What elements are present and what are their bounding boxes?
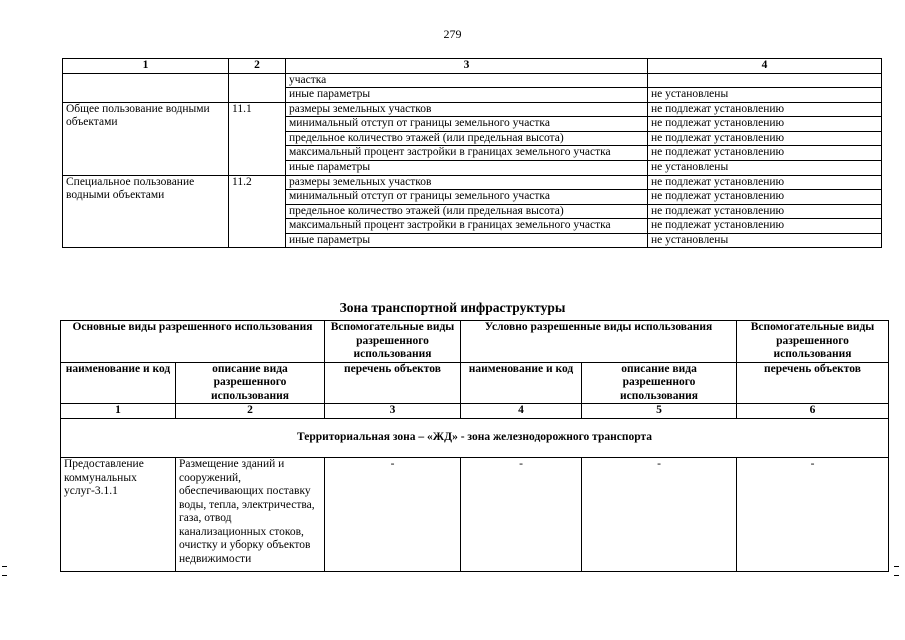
name-code-header: наименование и код — [461, 362, 582, 404]
param-cell: иные параметры — [286, 160, 648, 175]
value-cell: не подлежат установлению — [648, 146, 882, 161]
column-number-row — [61, 404, 889, 419]
value-cell: не установлены — [648, 233, 882, 248]
value-cell: не подлежат установлению — [648, 219, 882, 234]
param-cell: минимальный отступ от границы земельного участка — [286, 117, 648, 132]
param-cell: максимальный процент застройки в границах земельного участка — [286, 146, 648, 161]
scan-edge-mark — [2, 566, 7, 576]
objects-header: перечень объектов — [737, 362, 889, 404]
column-number: 2 — [229, 59, 286, 74]
value-cell: не подлежат установлению — [648, 190, 882, 205]
table-row — [61, 457, 889, 571]
page-number: 279 — [443, 27, 462, 41]
param-cell: размеры земельных участков — [286, 102, 648, 117]
column-number: 5 — [582, 404, 737, 419]
value-cell: не подлежат установлению — [648, 102, 882, 117]
use-name-cell: Специальное пользование водными объектами — [63, 175, 229, 248]
conditional-uses-header: Условно разрешенные виды использования — [461, 321, 737, 363]
scan-edge-mark — [894, 566, 899, 576]
name-code-header: наименование и код — [61, 362, 176, 404]
table-row — [63, 175, 882, 190]
table-header-row — [63, 59, 882, 74]
empty-cell — [229, 73, 286, 102]
column-number: 4 — [648, 59, 882, 74]
column-number: 3 — [325, 404, 461, 419]
zone-title-row — [61, 418, 889, 457]
use-code-cell: 11.1 — [229, 102, 286, 175]
param-cell: участка — [286, 73, 648, 88]
use-code-cell: 11.2 — [229, 175, 286, 248]
param-cell: иные параметры — [286, 233, 648, 248]
value-cell: не подлежат установлению — [648, 117, 882, 132]
aux-uses-header: Вспомогательные виды разрешенного использования — [325, 321, 461, 363]
objects-header: перечень объектов — [325, 362, 461, 404]
dash-cell: - — [582, 457, 737, 571]
param-cell: иные параметры — [286, 88, 648, 103]
value-cell: не подлежат установлению — [648, 131, 882, 146]
value-cell: не установлены — [648, 88, 882, 103]
dash-cell: - — [737, 457, 889, 571]
description-header: описание вида разрешенного использования — [582, 362, 737, 404]
table-row — [63, 102, 882, 117]
section-title: Зона транспортной инфраструктуры — [339, 300, 566, 315]
param-cell: размеры земельных участков — [286, 175, 648, 190]
use-description-cell: Размещение зданий и сооружений, обеспечивающих поставку воды, тепла, электричества, газа, отвод канализационных стоков, очистку и уборку объектов недвижимости — [176, 457, 325, 571]
column-number: 6 — [737, 404, 889, 419]
zone-table — [60, 320, 889, 572]
column-number: 2 — [176, 404, 325, 419]
value-cell: не установлены — [648, 160, 882, 175]
sub-header-row — [61, 362, 889, 404]
value-cell: не подлежат установлению — [648, 175, 882, 190]
column-number: 4 — [461, 404, 582, 419]
param-cell: предельное количество этажей (или предельная высота) — [286, 131, 648, 146]
column-number: 1 — [63, 59, 229, 74]
zone-title: Территориальная зона – «ЖД» - зона железнодорожного транспорта — [61, 418, 889, 457]
param-cell: предельное количество этажей (или предельная высота) — [286, 204, 648, 219]
empty-cell — [63, 73, 229, 102]
parameters-table — [62, 58, 882, 248]
description-header: описание вида разрешенного использования — [176, 362, 325, 404]
value-cell — [648, 73, 882, 88]
main-uses-header: Основные виды разрешенного использования — [61, 321, 325, 363]
aux-uses-header: Вспомогательные виды разрешенного использования — [737, 321, 889, 363]
dash-cell: - — [461, 457, 582, 571]
param-cell: максимальный процент застройки в границах земельного участка — [286, 219, 648, 234]
param-cell: минимальный отступ от границы земельного участка — [286, 190, 648, 205]
column-number: 1 — [61, 404, 176, 419]
group-header-row — [61, 321, 889, 363]
value-cell: не подлежат установлению — [648, 204, 882, 219]
column-number: 3 — [286, 59, 648, 74]
table-row — [63, 73, 882, 88]
dash-cell: - — [325, 457, 461, 571]
use-name-cell: Общее пользование водными объектами — [63, 102, 229, 175]
use-name-cell: Предоставление коммунальных услуг-3.1.1 — [61, 457, 176, 571]
